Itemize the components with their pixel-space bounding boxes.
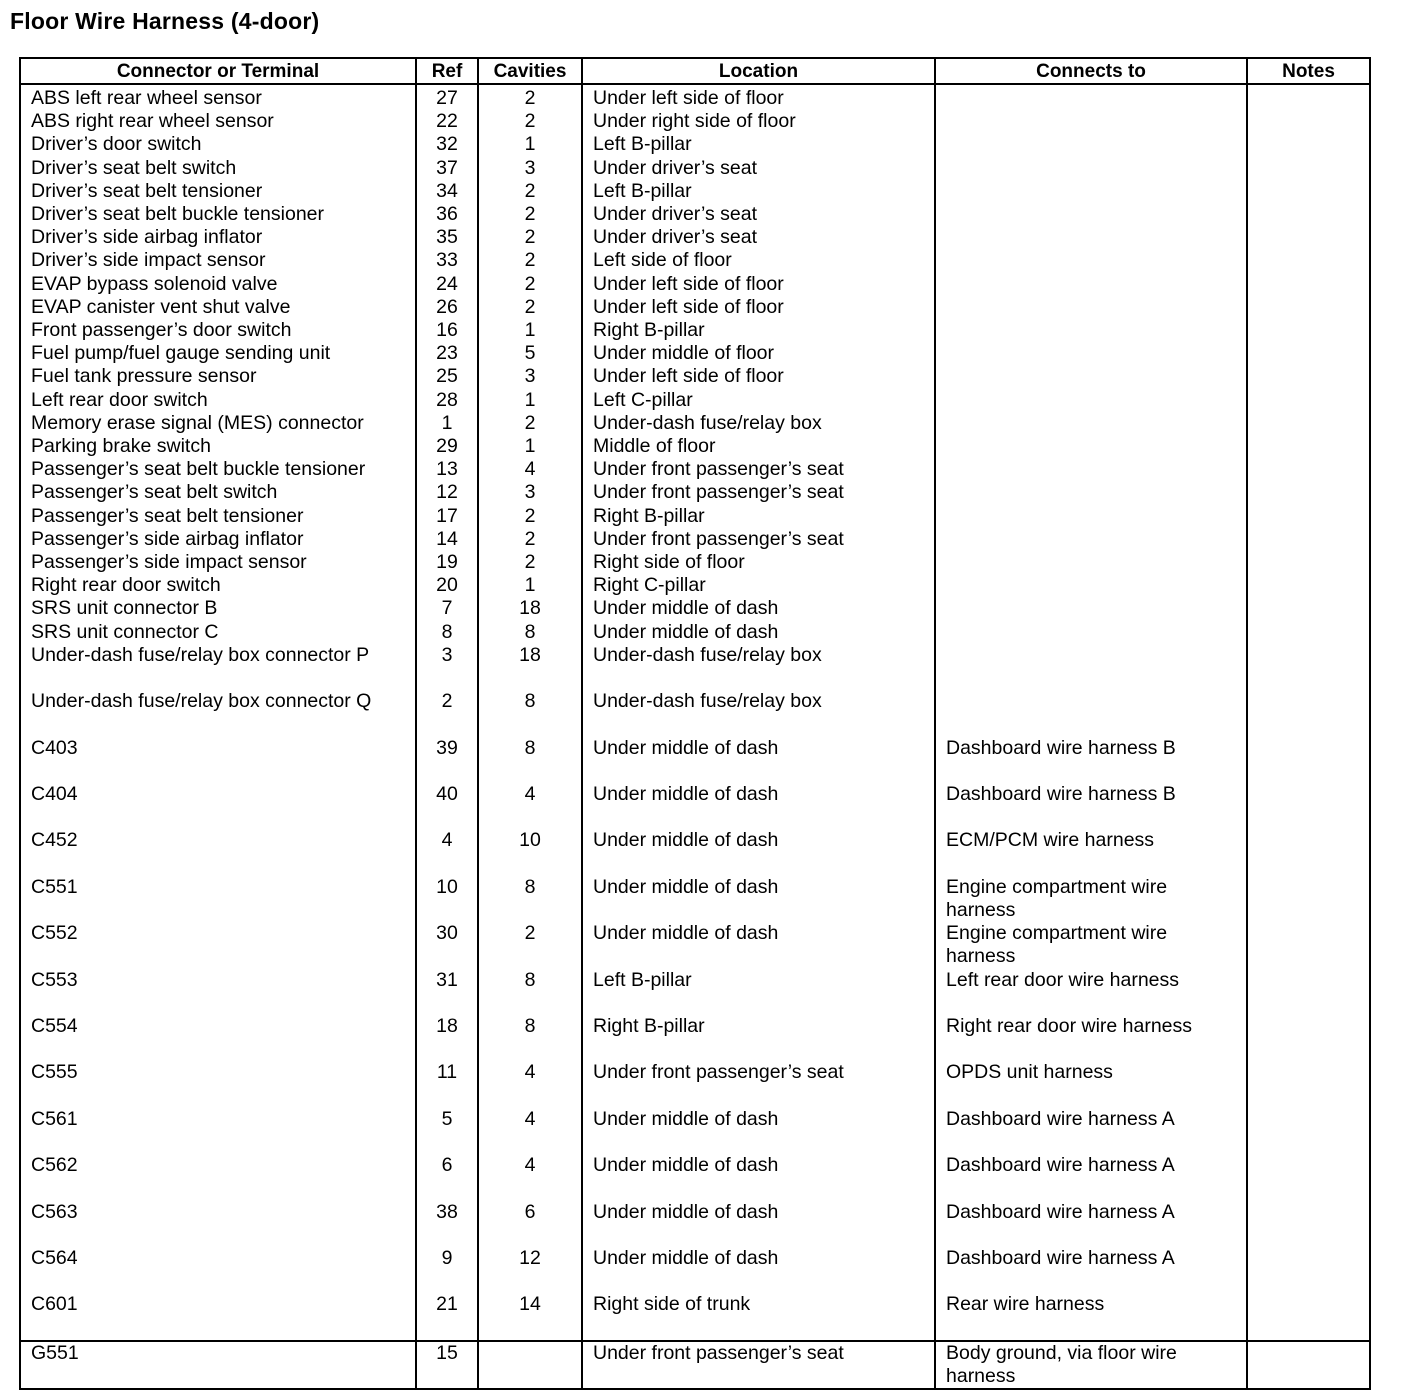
cell-notes (1247, 1061, 1370, 1107)
cell-location: Under middle of dash (582, 1108, 935, 1154)
table-body (20, 84, 1370, 1389)
cell-connects-to (935, 481, 1247, 504)
cell-connector: Passenger’s seat belt tensioner (20, 505, 416, 528)
cell-connector: C403 (20, 737, 416, 783)
table-row (20, 1293, 1370, 1340)
table-row (20, 1015, 1370, 1061)
cell-cavities: 4 (478, 783, 582, 829)
cell-ref: 17 (416, 505, 478, 528)
cell-notes (1247, 319, 1370, 342)
cell-location: Under middle of dash (582, 1201, 935, 1247)
cell-connects-to: Dashboard wire harness A (935, 1201, 1247, 1247)
cell-connector: C552 (20, 922, 416, 968)
cell-cavities: 8 (478, 737, 582, 783)
cell-ref: 11 (416, 1061, 478, 1107)
cell-connects-to (935, 157, 1247, 180)
harness-table (19, 57, 1371, 1390)
cell-notes (1247, 1154, 1370, 1200)
cell-cavities: 1 (478, 435, 582, 458)
table-row (20, 365, 1370, 388)
cell-connector: Under-dash fuse/relay box connector Q (20, 690, 416, 736)
cell-location: Under middle of dash (582, 829, 935, 875)
cell-cavities: 6 (478, 1201, 582, 1247)
cell-notes (1247, 969, 1370, 1015)
cell-connector: G551 (20, 1341, 416, 1389)
table-row (20, 551, 1370, 574)
cell-connector: Parking brake switch (20, 435, 416, 458)
cell-ref: 38 (416, 1201, 478, 1247)
table-row (20, 1341, 1370, 1389)
cell-location: Under middle of dash (582, 621, 935, 644)
cell-ref: 15 (416, 1341, 478, 1389)
cell-connects-to: Rear wire harness (935, 1293, 1247, 1340)
table-row (20, 621, 1370, 644)
cell-notes (1247, 505, 1370, 528)
cell-location: Under front passenger’s seat (582, 481, 935, 504)
cell-cavities: 8 (478, 1015, 582, 1061)
cell-location: Right B-pillar (582, 505, 935, 528)
cell-location: Right side of trunk (582, 1293, 935, 1340)
cell-cavities: 8 (478, 876, 582, 922)
cell-connects-to: Right rear door wire harness (935, 1015, 1247, 1061)
cell-connects-to: Dashboard wire harness A (935, 1108, 1247, 1154)
cell-connects-to (935, 621, 1247, 644)
cell-ref: 32 (416, 133, 478, 156)
cell-notes (1247, 84, 1370, 110)
cell-ref: 40 (416, 783, 478, 829)
cell-cavities: 14 (478, 1293, 582, 1340)
cell-connector: ABS left rear wheel sensor (20, 84, 416, 110)
cell-location: Under-dash fuse/relay box (582, 644, 935, 690)
cell-cavities: 2 (478, 180, 582, 203)
cell-notes (1247, 551, 1370, 574)
cell-notes (1247, 180, 1370, 203)
cell-notes (1247, 133, 1370, 156)
cell-notes (1247, 737, 1370, 783)
cell-location: Under left side of floor (582, 365, 935, 388)
cell-notes (1247, 481, 1370, 504)
table-row (20, 435, 1370, 458)
cell-notes (1247, 922, 1370, 968)
cell-ref: 8 (416, 621, 478, 644)
cell-cavities: 8 (478, 621, 582, 644)
cell-ref: 33 (416, 249, 478, 272)
cell-connects-to: ECM/PCM wire harness (935, 829, 1247, 875)
cell-cavities: 2 (478, 110, 582, 133)
cell-location: Under left side of floor (582, 273, 935, 296)
cell-connector: C554 (20, 1015, 416, 1061)
cell-location: Under driver’s seat (582, 203, 935, 226)
cell-connector: EVAP canister vent shut valve (20, 296, 416, 319)
cell-connector: Driver’s side impact sensor (20, 249, 416, 272)
cell-cavities: 3 (478, 157, 582, 180)
cell-location: Under front passenger’s seat (582, 1341, 935, 1389)
table-row (20, 110, 1370, 133)
cell-location: Under middle of floor (582, 342, 935, 365)
cell-connects-to (935, 133, 1247, 156)
cell-connects-to (935, 505, 1247, 528)
cell-location: Under driver’s seat (582, 157, 935, 180)
cell-cavities: 5 (478, 342, 582, 365)
cell-connector: C452 (20, 829, 416, 875)
cell-location: Under front passenger’s seat (582, 528, 935, 551)
cell-notes (1247, 829, 1370, 875)
table-row (20, 203, 1370, 226)
cell-ref: 19 (416, 551, 478, 574)
cell-connector: Driver’s seat belt tensioner (20, 180, 416, 203)
cell-connector: EVAP bypass solenoid valve (20, 273, 416, 296)
cell-connects-to: Dashboard wire harness B (935, 737, 1247, 783)
cell-location: Under driver’s seat (582, 226, 935, 249)
cell-ref: 34 (416, 180, 478, 203)
cell-notes (1247, 621, 1370, 644)
cell-notes (1247, 1201, 1370, 1247)
cell-connector: Passenger’s seat belt switch (20, 481, 416, 504)
header-location: Location (582, 58, 935, 84)
cell-cavities: 4 (478, 1061, 582, 1107)
cell-ref: 35 (416, 226, 478, 249)
cell-location: Right B-pillar (582, 319, 935, 342)
table-row (20, 829, 1370, 875)
table-row (20, 84, 1370, 110)
cell-notes (1247, 1341, 1370, 1389)
cell-cavities: 2 (478, 505, 582, 528)
cell-notes (1247, 157, 1370, 180)
cell-connects-to (935, 435, 1247, 458)
table-row (20, 644, 1370, 690)
cell-cavities: 1 (478, 389, 582, 412)
cell-ref: 14 (416, 528, 478, 551)
cell-location: Under left side of floor (582, 84, 935, 110)
cell-location: Under middle of dash (582, 1154, 935, 1200)
cell-ref: 31 (416, 969, 478, 1015)
cell-connects-to (935, 574, 1247, 597)
cell-notes (1247, 203, 1370, 226)
cell-location: Under right side of floor (582, 110, 935, 133)
cell-location: Left B-pillar (582, 180, 935, 203)
cell-notes (1247, 110, 1370, 133)
header-connector: Connector or Terminal (20, 58, 416, 84)
cell-ref: 20 (416, 574, 478, 597)
cell-connector: Fuel tank pressure sensor (20, 365, 416, 388)
cell-ref: 7 (416, 597, 478, 620)
cell-cavities: 8 (478, 690, 582, 736)
cell-ref: 24 (416, 273, 478, 296)
cell-connector: C561 (20, 1108, 416, 1154)
cell-ref: 25 (416, 365, 478, 388)
cell-location: Under middle of dash (582, 737, 935, 783)
cell-connects-to: Engine compartment wire harness (935, 922, 1247, 968)
cell-location: Under middle of dash (582, 876, 935, 922)
cell-cavities: 8 (478, 969, 582, 1015)
cell-connector: C551 (20, 876, 416, 922)
cell-cavities: 2 (478, 922, 582, 968)
cell-connects-to (935, 319, 1247, 342)
cell-connector: C601 (20, 1293, 416, 1340)
cell-ref: 21 (416, 1293, 478, 1340)
cell-connector: C553 (20, 969, 416, 1015)
table-row (20, 481, 1370, 504)
cell-ref: 3 (416, 644, 478, 690)
cell-connects-to (935, 342, 1247, 365)
header-connects-to: Connects to (935, 58, 1247, 84)
cell-location: Left side of floor (582, 249, 935, 272)
cell-cavities: 3 (478, 481, 582, 504)
cell-connector: Driver’s seat belt switch (20, 157, 416, 180)
cell-notes (1247, 273, 1370, 296)
cell-connector: C563 (20, 1201, 416, 1247)
cell-notes (1247, 783, 1370, 829)
cell-ref: 16 (416, 319, 478, 342)
cell-connects-to (935, 597, 1247, 620)
table-row (20, 1201, 1370, 1247)
cell-connects-to (935, 644, 1247, 690)
table-row (20, 690, 1370, 736)
cell-ref: 36 (416, 203, 478, 226)
cell-connector: Driver’s seat belt buckle tensioner (20, 203, 416, 226)
cell-cavities: 4 (478, 1154, 582, 1200)
cell-connects-to (935, 458, 1247, 481)
cell-connects-to (935, 296, 1247, 319)
cell-notes (1247, 1108, 1370, 1154)
cell-ref: 1 (416, 412, 478, 435)
table-row (20, 180, 1370, 203)
cell-ref: 26 (416, 296, 478, 319)
table-row (20, 876, 1370, 922)
table-row (20, 737, 1370, 783)
cell-notes (1247, 1015, 1370, 1061)
cell-location: Right C-pillar (582, 574, 935, 597)
cell-ref: 37 (416, 157, 478, 180)
header-notes: Notes (1247, 58, 1370, 84)
cell-connector: Front passenger’s door switch (20, 319, 416, 342)
cell-location: Right B-pillar (582, 1015, 935, 1061)
cell-connects-to: OPDS unit harness (935, 1061, 1247, 1107)
table-row (20, 249, 1370, 272)
header-ref: Ref (416, 58, 478, 84)
cell-cavities: 2 (478, 528, 582, 551)
cell-connects-to: Engine compartment wire harness (935, 876, 1247, 922)
header-cavities: Cavities (478, 58, 582, 84)
cell-notes (1247, 876, 1370, 922)
cell-connects-to: Dashboard wire harness A (935, 1154, 1247, 1200)
cell-connects-to (935, 180, 1247, 203)
cell-location: Left B-pillar (582, 969, 935, 1015)
cell-connector: Left rear door switch (20, 389, 416, 412)
cell-connects-to: Dashboard wire harness A (935, 1247, 1247, 1293)
cell-ref: 39 (416, 737, 478, 783)
cell-notes (1247, 458, 1370, 481)
cell-cavities: 2 (478, 296, 582, 319)
table-row (20, 157, 1370, 180)
cell-location: Left B-pillar (582, 133, 935, 156)
table-row (20, 922, 1370, 968)
table-row (20, 389, 1370, 412)
cell-location: Under front passenger’s seat (582, 458, 935, 481)
cell-notes (1247, 528, 1370, 551)
cell-cavities: 1 (478, 319, 582, 342)
cell-cavities: 2 (478, 412, 582, 435)
cell-location: Under middle of dash (582, 783, 935, 829)
cell-cavities: 2 (478, 226, 582, 249)
cell-notes (1247, 597, 1370, 620)
cell-cavities (478, 1341, 582, 1389)
cell-connector: Passenger’s side impact sensor (20, 551, 416, 574)
cell-ref: 6 (416, 1154, 478, 1200)
table-row (20, 458, 1370, 481)
cell-connector: C564 (20, 1247, 416, 1293)
table-row (20, 226, 1370, 249)
cell-ref: 29 (416, 435, 478, 458)
cell-connects-to (935, 226, 1247, 249)
cell-ref: 9 (416, 1247, 478, 1293)
cell-connector: SRS unit connector C (20, 621, 416, 644)
cell-notes (1247, 389, 1370, 412)
cell-ref: 5 (416, 1108, 478, 1154)
cell-connector: Right rear door switch (20, 574, 416, 597)
cell-ref: 4 (416, 829, 478, 875)
cell-connector: Passenger’s seat belt buckle tensioner (20, 458, 416, 481)
cell-location: Under middle of dash (582, 922, 935, 968)
cell-ref: 18 (416, 1015, 478, 1061)
cell-connects-to (935, 110, 1247, 133)
cell-connector: C404 (20, 783, 416, 829)
cell-connects-to (935, 690, 1247, 736)
table-row (20, 969, 1370, 1015)
cell-cavities: 18 (478, 644, 582, 690)
cell-connects-to: Body ground, via floor wire harness (935, 1341, 1247, 1389)
table-row (20, 528, 1370, 551)
cell-connector: Passenger’s side airbag inflator (20, 528, 416, 551)
cell-cavities: 1 (478, 133, 582, 156)
cell-connector: Driver’s door switch (20, 133, 416, 156)
cell-ref: 2 (416, 690, 478, 736)
table-row (20, 412, 1370, 435)
table-row (20, 597, 1370, 620)
table-row (20, 505, 1370, 528)
table-header (20, 58, 1370, 84)
table-row (20, 1154, 1370, 1200)
cell-ref: 13 (416, 458, 478, 481)
cell-location: Middle of floor (582, 435, 935, 458)
cell-connects-to (935, 551, 1247, 574)
table-row (20, 574, 1370, 597)
cell-ref: 27 (416, 84, 478, 110)
table-row (20, 1061, 1370, 1107)
cell-cavities: 4 (478, 1108, 582, 1154)
cell-notes (1247, 574, 1370, 597)
cell-ref: 12 (416, 481, 478, 504)
table-row (20, 133, 1370, 156)
cell-cavities: 18 (478, 597, 582, 620)
cell-location: Under-dash fuse/relay box (582, 690, 935, 736)
cell-ref: 23 (416, 342, 478, 365)
cell-notes (1247, 412, 1370, 435)
cell-connects-to: Dashboard wire harness B (935, 783, 1247, 829)
harness-table-container (19, 57, 1369, 1390)
cell-connector: Driver’s side airbag inflator (20, 226, 416, 249)
cell-connector: Under-dash fuse/relay box connector P (20, 644, 416, 690)
cell-notes (1247, 644, 1370, 690)
cell-location: Left C-pillar (582, 389, 935, 412)
header-row (20, 58, 1370, 84)
cell-ref: 30 (416, 922, 478, 968)
cell-notes (1247, 342, 1370, 365)
cell-connector: ABS right rear wheel sensor (20, 110, 416, 133)
cell-cavities: 2 (478, 273, 582, 296)
cell-cavities: 2 (478, 203, 582, 226)
cell-cavities: 2 (478, 551, 582, 574)
cell-connects-to (935, 389, 1247, 412)
cell-cavities: 10 (478, 829, 582, 875)
cell-location: Under front passenger’s seat (582, 1061, 935, 1107)
cell-cavities: 1 (478, 574, 582, 597)
cell-connects-to (935, 203, 1247, 226)
page-title: Floor Wire Harness (4-door) (10, 8, 320, 34)
cell-notes (1247, 1293, 1370, 1340)
cell-cavities: 12 (478, 1247, 582, 1293)
cell-ref: 28 (416, 389, 478, 412)
cell-ref: 22 (416, 110, 478, 133)
cell-notes (1247, 690, 1370, 736)
cell-notes (1247, 249, 1370, 272)
cell-connects-to (935, 528, 1247, 551)
cell-notes (1247, 435, 1370, 458)
table-row (20, 1247, 1370, 1293)
cell-connects-to (935, 365, 1247, 388)
cell-notes (1247, 296, 1370, 319)
cell-connector: Fuel pump/fuel gauge sending unit (20, 342, 416, 365)
cell-connector: C555 (20, 1061, 416, 1107)
cell-cavities: 4 (478, 458, 582, 481)
cell-cavities: 3 (478, 365, 582, 388)
table-row (20, 1108, 1370, 1154)
table-row (20, 296, 1370, 319)
cell-notes (1247, 226, 1370, 249)
cell-connects-to (935, 84, 1247, 110)
cell-cavities: 2 (478, 249, 582, 272)
table-row (20, 319, 1370, 342)
table-row (20, 273, 1370, 296)
cell-location: Under middle of dash (582, 597, 935, 620)
cell-connects-to (935, 273, 1247, 296)
cell-cavities: 2 (478, 84, 582, 110)
cell-notes (1247, 365, 1370, 388)
cell-location: Under left side of floor (582, 296, 935, 319)
cell-connector: Memory erase signal (MES) connector (20, 412, 416, 435)
cell-connects-to (935, 249, 1247, 272)
cell-notes (1247, 1247, 1370, 1293)
cell-location: Right side of floor (582, 551, 935, 574)
cell-connects-to (935, 412, 1247, 435)
cell-connector: C562 (20, 1154, 416, 1200)
cell-location: Under middle of dash (582, 1247, 935, 1293)
cell-connects-to: Left rear door wire harness (935, 969, 1247, 1015)
cell-connector: SRS unit connector B (20, 597, 416, 620)
cell-ref: 10 (416, 876, 478, 922)
table-row (20, 342, 1370, 365)
cell-location: Under-dash fuse/relay box (582, 412, 935, 435)
table-row (20, 783, 1370, 829)
